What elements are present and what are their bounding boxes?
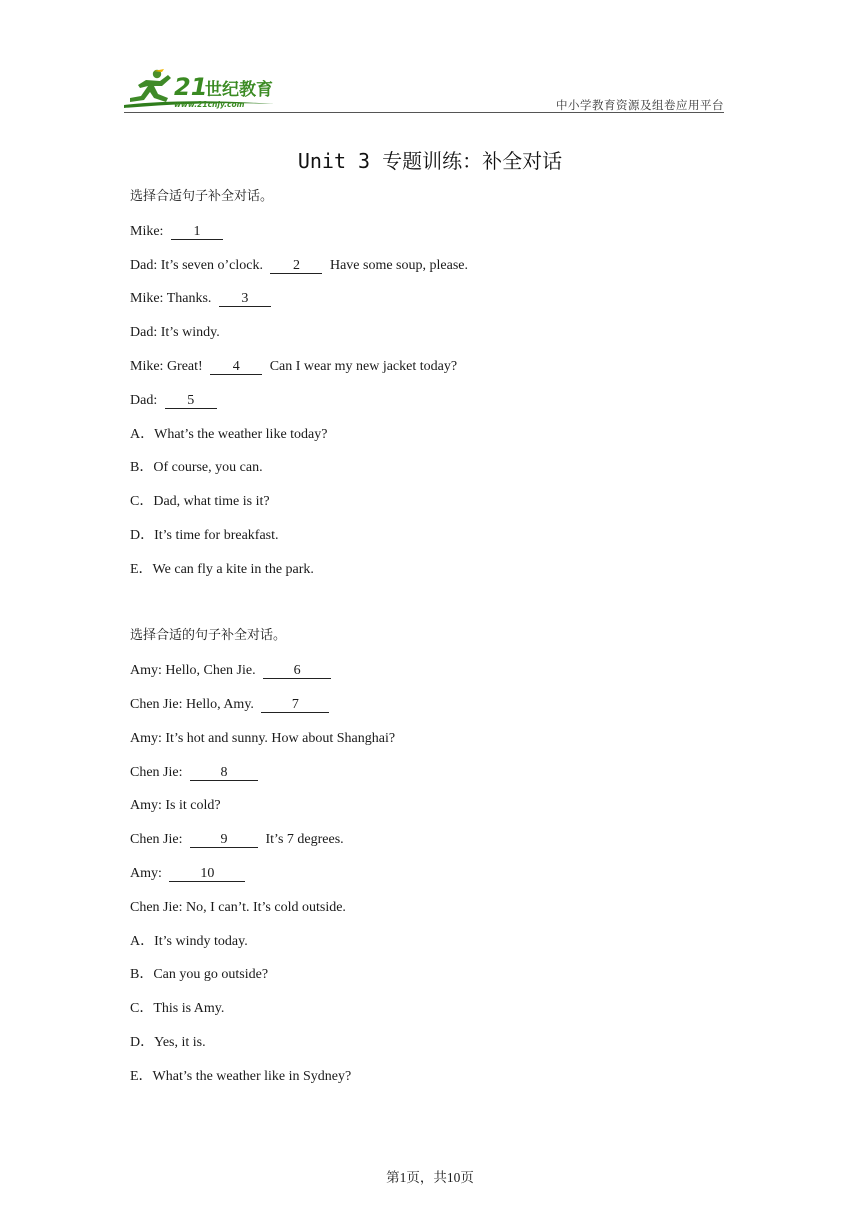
dialogue-text: Dad: It’s windy. bbox=[130, 325, 220, 340]
answer-blank[interactable]: 3 bbox=[219, 291, 271, 307]
dialogue-line bbox=[130, 865, 249, 883]
dialogue-text: Dad: bbox=[130, 393, 158, 408]
dialogue-text: Amy: bbox=[130, 866, 162, 881]
dialogue-line bbox=[130, 662, 335, 680]
dialogue-line bbox=[130, 730, 395, 748]
dialogue-text: Mike: Great! bbox=[130, 359, 203, 374]
option-item: C．This is Amy. bbox=[130, 1001, 225, 1016]
dialogue-text: Have some soup, please. bbox=[329, 258, 468, 273]
dialogue-text: Mike: bbox=[130, 224, 164, 239]
answer-blank[interactable]: 6 bbox=[263, 663, 331, 679]
dialogue-text: Amy: Hello, Chen Jie. bbox=[130, 663, 256, 678]
dialogue-text: It’s 7 degrees. bbox=[265, 832, 344, 847]
option-item: A．What’s the weather like today? bbox=[130, 427, 328, 442]
answer-blank[interactable]: 5 bbox=[165, 393, 217, 409]
dialogue-text: Amy: Is it cold? bbox=[130, 798, 221, 813]
option-item: B．Can you go outside? bbox=[130, 967, 269, 982]
section2-instruction: 选择合适的句子补全对话。 bbox=[130, 628, 287, 643]
answer-blank[interactable]: 10 bbox=[169, 866, 245, 882]
option-item: E．We can fly a kite in the park. bbox=[130, 562, 314, 577]
option-item: E．What’s the weather like in Sydney? bbox=[130, 1069, 352, 1084]
dialogue-text: Can I wear my new jacket today? bbox=[269, 359, 458, 374]
page-title: Unit 3 专题训练：补全对话 bbox=[297, 149, 563, 173]
dialogue-line bbox=[130, 358, 457, 376]
section1-instruction: 选择合适句子补全对话。 bbox=[130, 189, 274, 204]
platform-name: 中小学教育资源及组卷应用平台 bbox=[556, 98, 724, 112]
dialogue-line bbox=[130, 831, 344, 849]
21cnjy-logo-icon bbox=[124, 68, 294, 112]
dialogue-line bbox=[130, 223, 227, 241]
dialogue-line bbox=[130, 899, 346, 917]
svg-text:www.21cnjy.com: www.21cnjy.com bbox=[174, 100, 245, 109]
svg-text:21: 21 bbox=[174, 73, 208, 101]
dialogue-line bbox=[130, 257, 468, 275]
dialogue-text: Mike: Thanks. bbox=[130, 291, 212, 306]
dialogue-text: Amy: It’s hot and sunny. How about Shanghai? bbox=[130, 731, 396, 746]
dialogue-line bbox=[130, 764, 262, 782]
page-header bbox=[124, 62, 724, 114]
page-footer bbox=[0, 1166, 860, 1186]
dialogue-line bbox=[130, 290, 275, 308]
answer-blank[interactable]: 9 bbox=[190, 832, 258, 848]
answer-blank[interactable]: 8 bbox=[190, 765, 258, 781]
dialogue-line bbox=[130, 797, 221, 815]
dialogue-line bbox=[130, 392, 221, 410]
dialogue-line bbox=[130, 324, 220, 342]
dialogue-text: Chen Jie: bbox=[130, 832, 183, 847]
answer-blank[interactable]: 1 bbox=[171, 224, 223, 240]
dialogue-text: Chen Jie: No, I can’t. It’s cold outside. bbox=[130, 900, 346, 915]
header-divider bbox=[124, 112, 724, 113]
page-number: 第1页，共10页 bbox=[386, 1170, 474, 1185]
dialogue-line bbox=[130, 696, 333, 714]
option-item: C．Dad, what time is it? bbox=[130, 494, 270, 509]
dialogue-text: Dad: It’s seven o’clock. bbox=[130, 258, 263, 273]
option-item: D．It’s time for breakfast. bbox=[130, 528, 279, 543]
option-item: A．It’s windy today. bbox=[130, 934, 248, 949]
option-item: B．Of course, you can. bbox=[130, 460, 263, 475]
answer-blank[interactable]: 2 bbox=[270, 258, 322, 274]
svg-text:世纪教育: 世纪教育 bbox=[205, 80, 273, 100]
dialogue-text: Chen Jie: Hello, Amy. bbox=[130, 697, 254, 712]
option-item: D．Yes, it is. bbox=[130, 1035, 206, 1050]
dialogue-text: Chen Jie: bbox=[130, 765, 183, 780]
answer-blank[interactable]: 7 bbox=[261, 697, 329, 713]
answer-blank[interactable]: 4 bbox=[210, 359, 262, 375]
